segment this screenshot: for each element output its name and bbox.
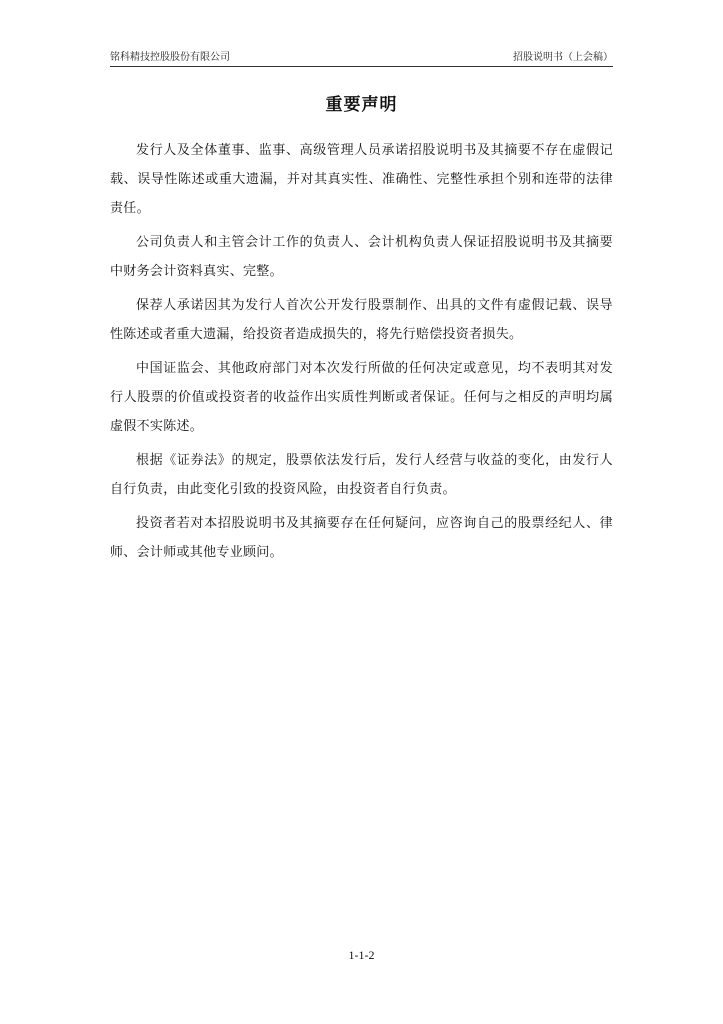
paragraph: 中国证监会、其他政府部门对本次发行所做的任何决定或意见，均不表明其对发行人股票的价值或投资者的收益作出实质性判断或者保证。任何与之相反的声明均属虚假不实陈述。: [110, 361, 613, 434]
paragraph: 保荐人承诺因其为发行人首次公开发行股票制作、出具的文件有虚假记载、误导性陈述或者重大遗漏，给投资者造成损失的，将先行赔偿投资者损失。: [110, 298, 613, 342]
paragraph: 公司负责人和主管会计工作的负责人、会计机构负责人保证招股说明书及其摘要中财务会计资料真实、完整。: [110, 235, 613, 279]
statement-body: [110, 136, 613, 572]
page-number: 1-1-2: [348, 948, 375, 962]
page-title: 重要声明: [325, 95, 398, 115]
paragraph: 根据《证券法》的规定，股票依法发行后，发行人经营与收益的变化，由发行人自行负责，由此变化引致的投资风险，由投资者自行负责。: [110, 453, 613, 497]
paragraph: 发行人及全体董事、监事、高级管理人员承诺招股说明书及其摘要不存在虚假记载、误导性陈述或重大遗漏，并对其真实性、准确性、完整性承担个别和连带的法律责任。: [110, 143, 613, 216]
page-header: [110, 50, 613, 67]
paragraph: 投资者若对本招股说明书及其摘要存在任何疑问，应咨询自己的股票经纪人、律师、会计师或其他专业顾问。: [110, 516, 613, 560]
company-name: 铭科精技控股股份有限公司: [110, 52, 230, 63]
document-type: 招股说明书（上会稿）: [513, 52, 613, 63]
